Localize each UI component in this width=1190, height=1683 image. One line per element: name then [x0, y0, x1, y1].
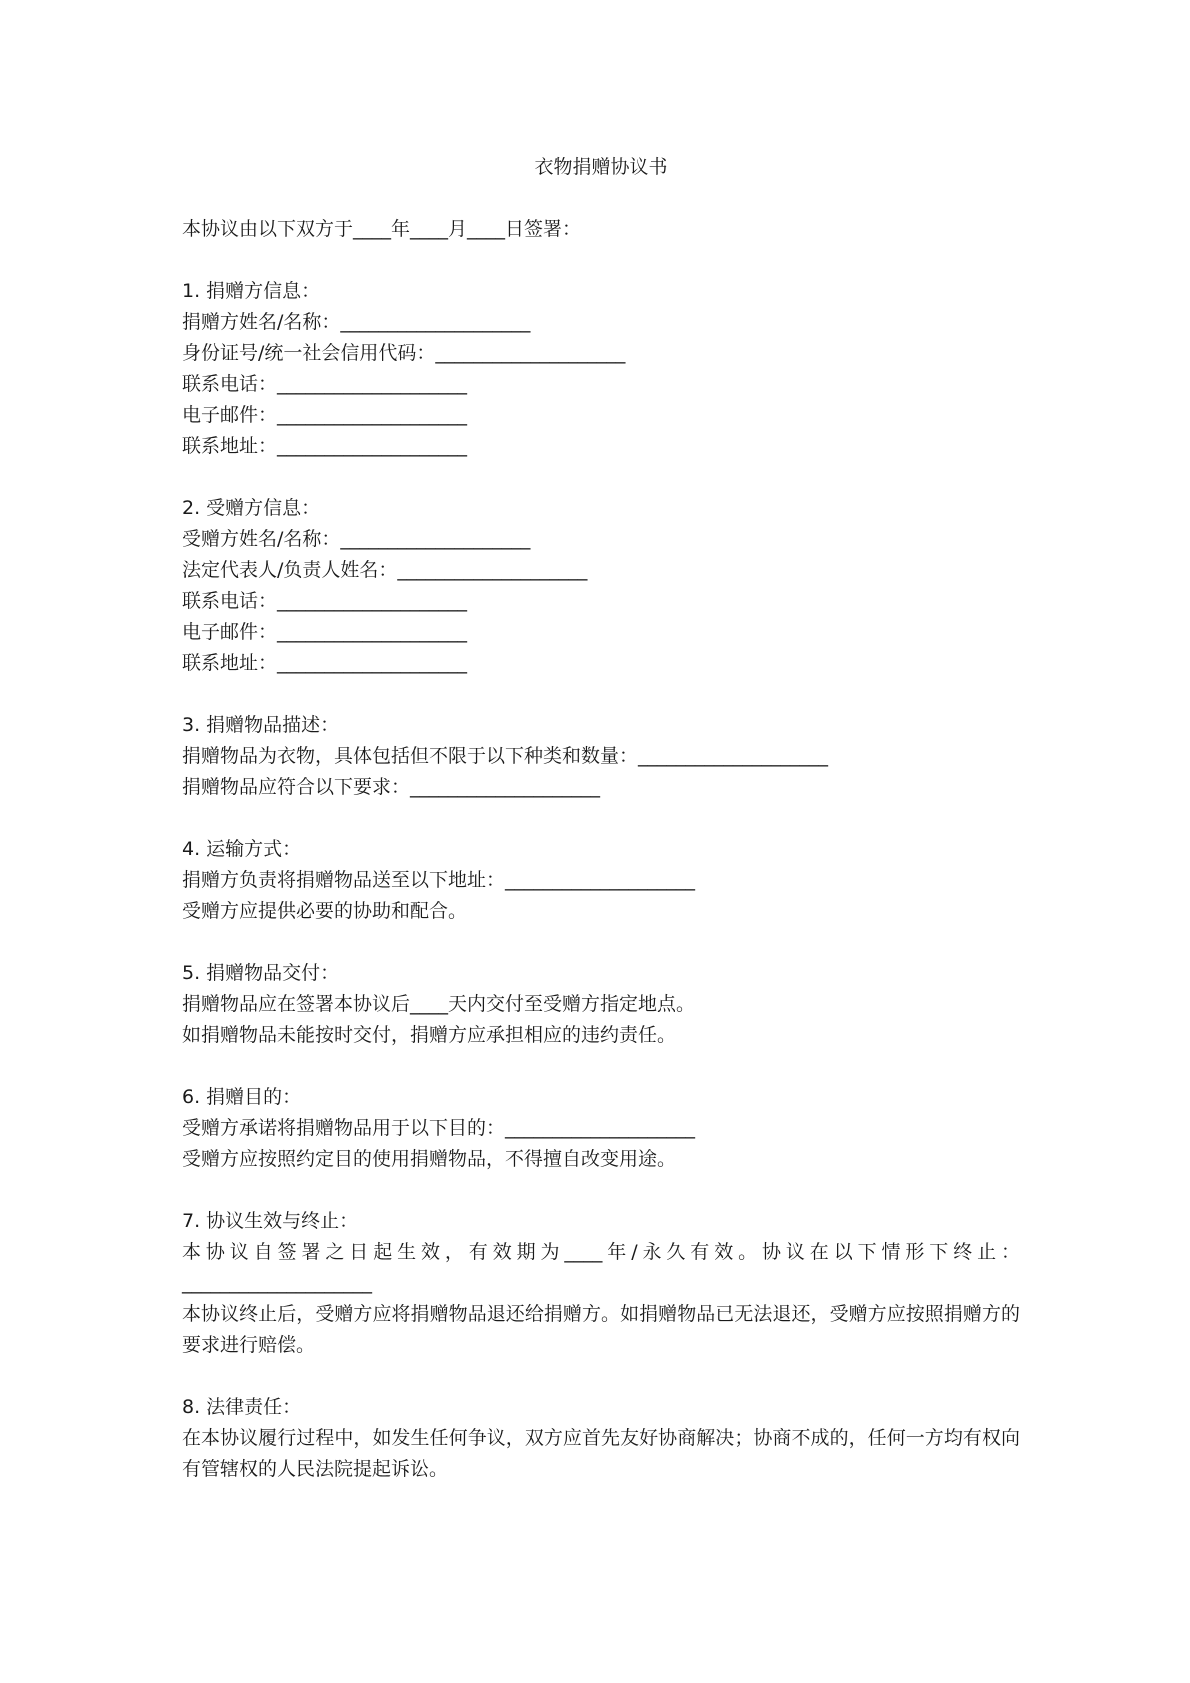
section-heading: 3. 捐赠物品描述： — [182, 714, 340, 736]
termination-paragraph: 本协议终止后，受赠方应将捐赠物品退还给捐赠方。如捐赠物品已无法退还，受赠方应按照捐赠方的要求进行赔偿。 — [182, 1303, 1020, 1356]
section-purpose — [182, 1082, 1020, 1175]
section-gap — [182, 679, 1020, 710]
transport-assist-line: 受赠方应提供必要的协助和配合。 — [182, 900, 468, 922]
donor-address-line: 联系地址：____________________ — [182, 435, 468, 457]
document-body — [182, 152, 1020, 1485]
purpose-line: 受赠方承诺将捐赠物品用于以下目的：____________________ — [182, 1117, 696, 1139]
section-gap — [182, 1361, 1020, 1392]
intro-line: 本协议由以下双方于____年____月____日签署： — [182, 218, 582, 240]
item-requirements-line: 捐赠物品应符合以下要求：____________________ — [182, 776, 601, 798]
section-effect-termination — [182, 1206, 1020, 1361]
donor-id-line: 身份证号/统一社会信用代码：____________________ — [182, 342, 626, 364]
section-gap — [182, 803, 1020, 834]
delivery-breach-line: 如捐赠物品未能按时交付，捐赠方应承担相应的违约责任。 — [182, 1024, 677, 1046]
donor-email-line: 电子邮件：____________________ — [182, 404, 468, 426]
section-item-description — [182, 710, 1020, 803]
section-heading: 2. 受赠方信息： — [182, 497, 321, 519]
recipient-address-line: 联系地址：____________________ — [182, 652, 468, 674]
section-transport — [182, 834, 1020, 927]
section-heading: 7. 协议生效与终止： — [182, 1210, 359, 1232]
section-gap — [182, 462, 1020, 493]
section-donor-info — [182, 276, 1020, 462]
section-delivery — [182, 958, 1020, 1051]
section-gap — [182, 1051, 1020, 1082]
purpose-restriction-line: 受赠方应按照约定目的使用捐赠物品，不得擅自改变用途。 — [182, 1148, 677, 1170]
effect-paragraph: 本协议自签署之日起生效，有效期为____年/永久有效。协议在以下情形下终止：____________________ — [182, 1241, 1020, 1294]
section-gap — [182, 1175, 1020, 1206]
recipient-phone-line: 联系电话：____________________ — [182, 590, 468, 612]
section-heading: 6. 捐赠目的： — [182, 1086, 302, 1108]
section-recipient-info — [182, 493, 1020, 679]
section-heading: 4. 运输方式： — [182, 838, 302, 860]
delivery-deadline-line: 捐赠物品应在签署本协议后____天内交付至受赠方指定地点。 — [182, 993, 696, 1015]
document-title: 衣物捐赠协议书 — [534, 156, 668, 178]
donor-name-line: 捐赠方姓名/名称：____________________ — [182, 311, 531, 333]
section-legal-liability — [182, 1392, 1020, 1485]
item-types-line: 捐赠物品为衣物，具体包括但不限于以下种类和数量：____________________ — [182, 745, 829, 767]
section-heading: 8. 法律责任： — [182, 1396, 302, 1418]
transport-address-line: 捐赠方负责将捐赠物品送至以下地址：____________________ — [182, 869, 696, 891]
legal-paragraph: 在本协议履行过程中，如发生任何争议，双方应首先友好协商解决；协商不成的，任何一方均有权向有管辖权的人民法院提起诉讼。 — [182, 1427, 1020, 1480]
section-heading: 5. 捐赠物品交付： — [182, 962, 340, 984]
recipient-name-line: 受赠方姓名/名称：____________________ — [182, 528, 531, 550]
section-heading: 1. 捐赠方信息： — [182, 280, 321, 302]
donor-phone-line: 联系电话：____________________ — [182, 373, 468, 395]
section-gap — [182, 927, 1020, 958]
section-gap — [182, 245, 1020, 276]
recipient-representative-line: 法定代表人/负责人姓名：____________________ — [182, 559, 588, 581]
recipient-email-line: 电子邮件：____________________ — [182, 621, 468, 643]
